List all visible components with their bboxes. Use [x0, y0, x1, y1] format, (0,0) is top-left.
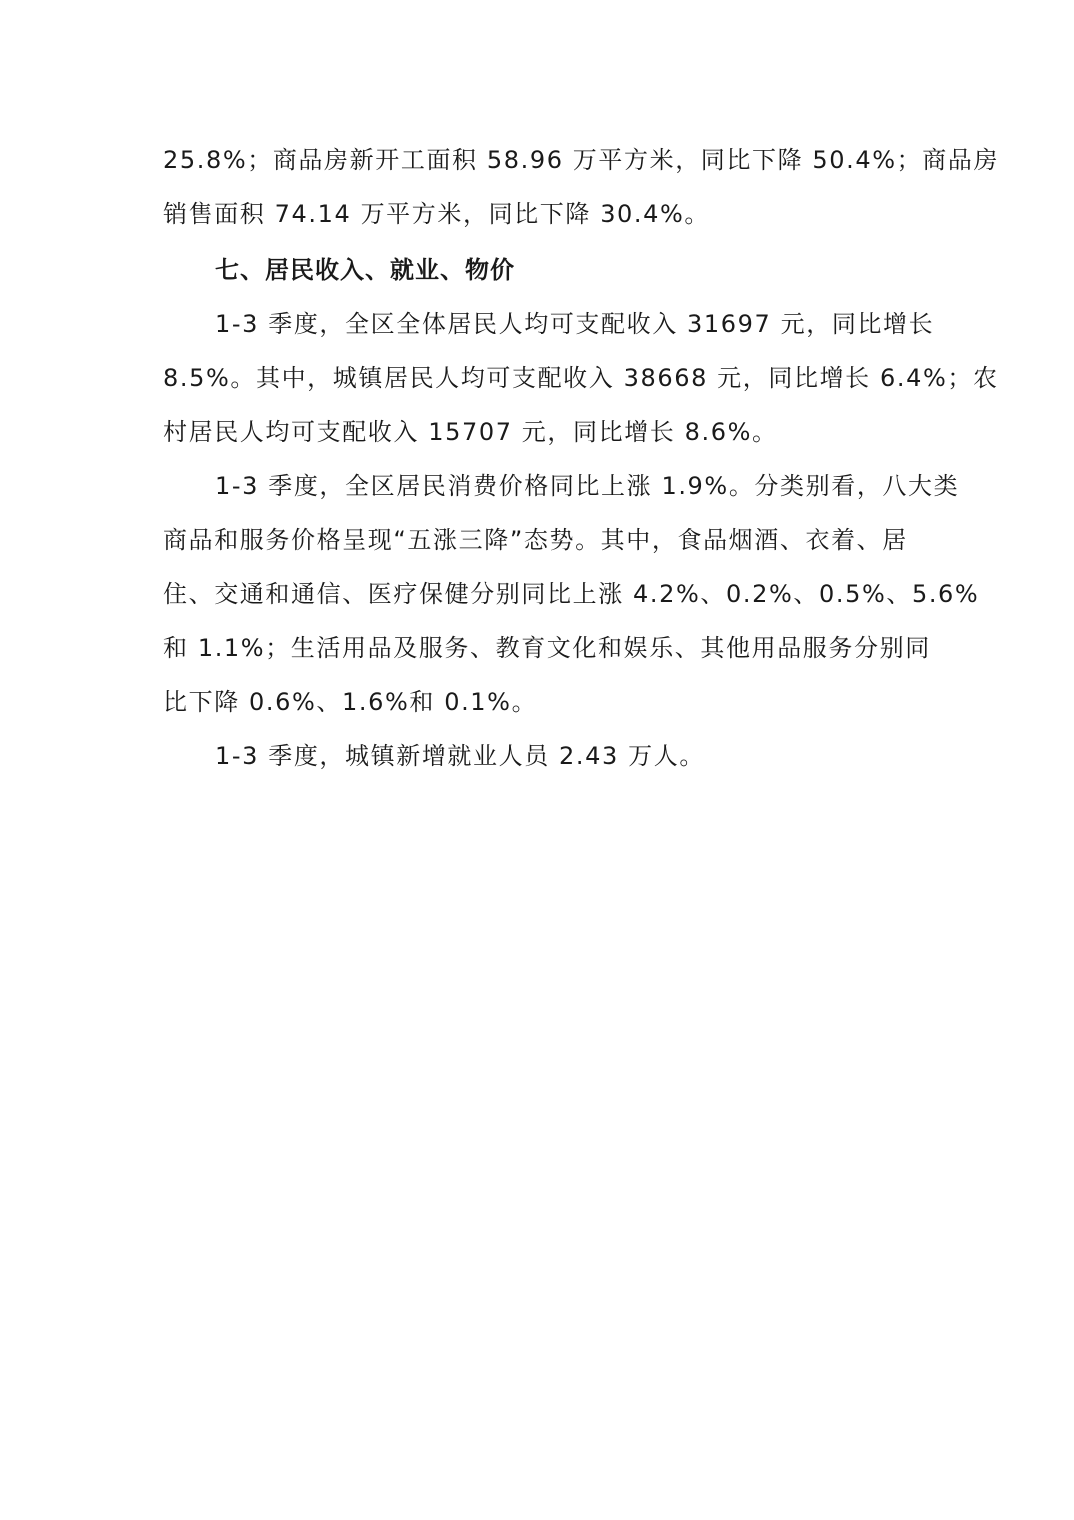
text-line: 8.5%。其中，城镇居民人均可支配收入 38668 元，同比增长 6.4%；农 [163, 364, 999, 392]
text-line: 1-3 季度，全区全体居民人均可支配收入 31697 元，同比增长 [215, 310, 935, 338]
text-line: 1-3 季度，城镇新增就业人员 2.43 万人。 [215, 742, 705, 770]
text-line: 住、交通和通信、医疗保健分别同比上涨 4.2%、0.2%、0.5%、5.6% [163, 580, 980, 608]
section-heading: 七、居民收入、就业、物价 [215, 256, 515, 284]
text-line: 销售面积 74.14 万平方米，同比下降 30.4%。 [163, 200, 711, 228]
paragraph-income [163, 297, 999, 459]
text-line: 和 1.1%；生活用品及服务、教育文化和娱乐、其他用品服务分别同 [163, 634, 931, 662]
text-line: 商品和服务价格呈现“五涨三降”态势。其中，食品烟酒、衣着、居 [163, 526, 908, 554]
text-line: 比下降 0.6%、1.6%和 0.1%。 [163, 688, 538, 716]
paragraph-real-estate [163, 133, 1000, 241]
text-line: 村居民人均可支配收入 15707 元，同比增长 8.6%。 [163, 418, 778, 446]
paragraph-employment [163, 729, 913, 783]
document-content [163, 133, 1000, 783]
paragraph-prices [163, 459, 980, 729]
text-line: 1-3 季度，全区居民消费价格同比上涨 1.9%。分类别看，八大类 [215, 472, 960, 500]
text-line: 25.8%；商品房新开工面积 58.96 万平方米，同比下降 50.4%；商品房 [163, 146, 1000, 174]
